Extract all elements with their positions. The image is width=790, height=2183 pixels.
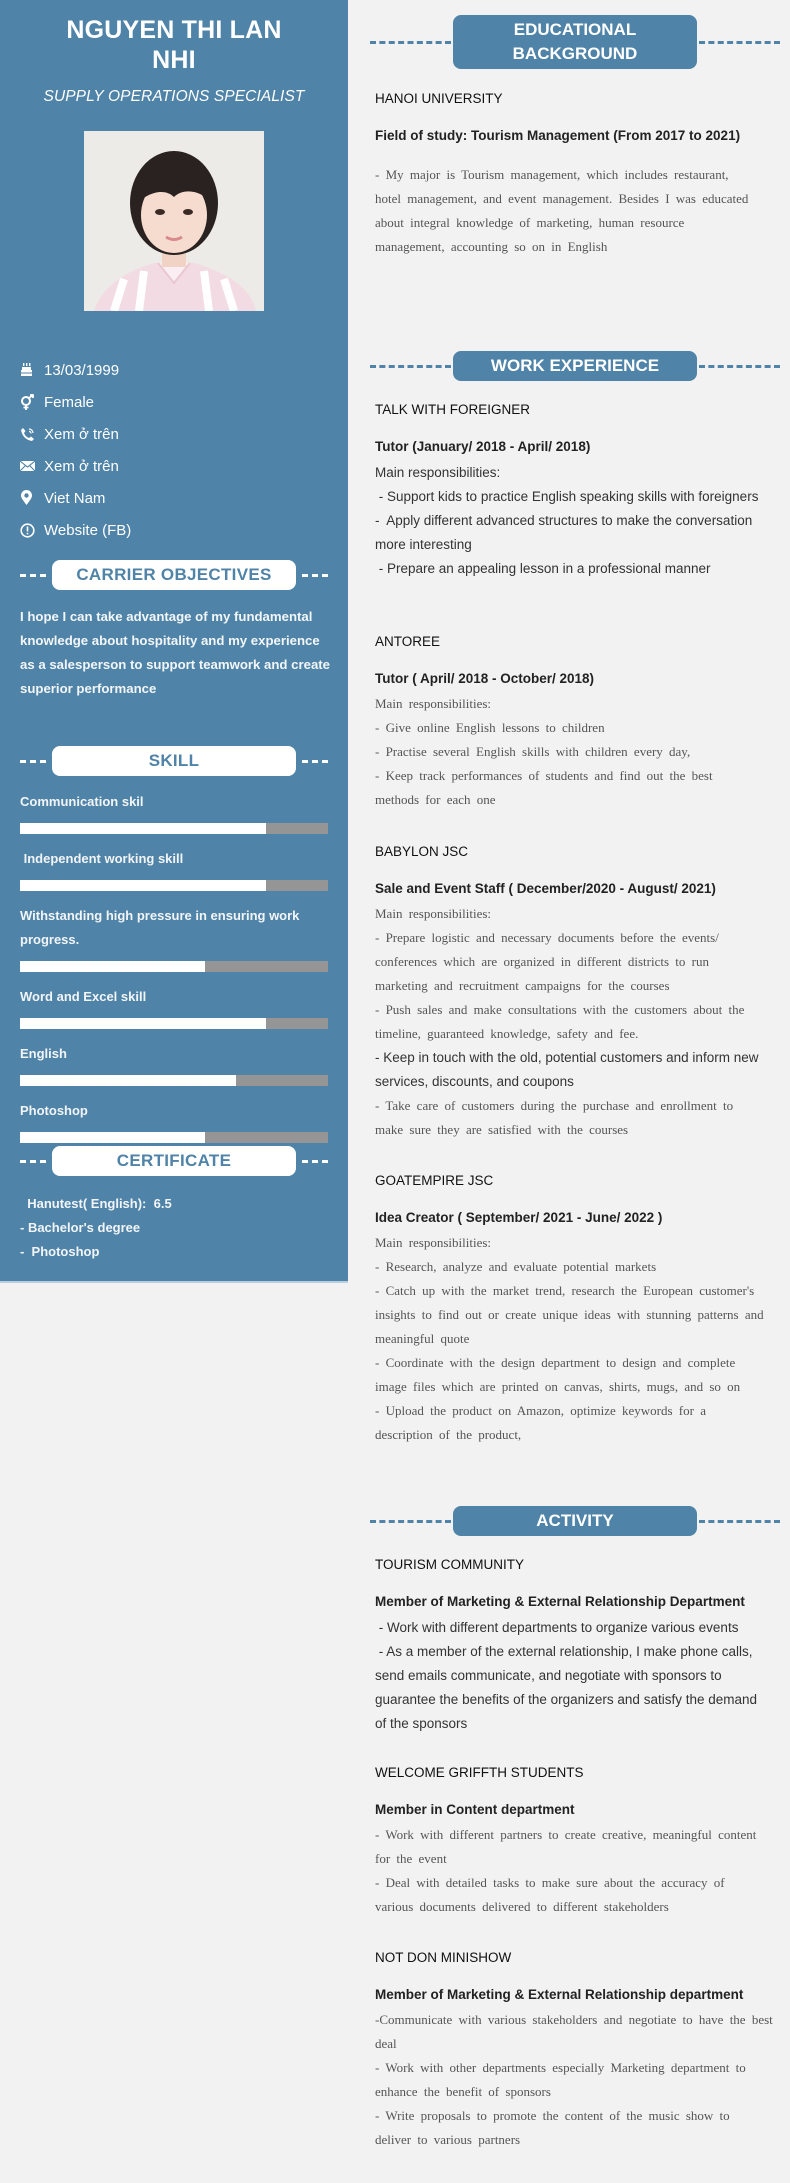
responsibility-line: - Keep track performances of students and find out the best methods for each one [375, 768, 713, 807]
location-pin-icon [20, 490, 44, 506]
activity-heading [370, 1506, 780, 1536]
divider [370, 1520, 451, 1523]
section-title: WORK EXPERIENCE [453, 351, 697, 381]
birthdate-text: 13/03/1999 [44, 361, 120, 379]
responsibility-line: Main responsibilities: [375, 906, 492, 921]
school-name: HANOI UNIVERSITY [375, 91, 503, 106]
contact-list [20, 354, 131, 546]
organization-name: NOT DON MINISHOW [375, 1950, 512, 1965]
divider [302, 574, 328, 577]
skill-bar [20, 823, 328, 834]
skill-fill [20, 1132, 205, 1143]
birthday-cake-icon [20, 363, 44, 377]
work-entry [375, 632, 775, 812]
activity-line: - As a member of the external relationship, I make phone calls, send emails communicate, and negotiate with sponsors to guarantee the benefits of the organizers and satisfy the demand of the sponsors [375, 1644, 761, 1731]
certificate-item: Hanutest( English): 6.5 [20, 1196, 172, 1211]
contact-birthday [20, 354, 131, 386]
candidate-name: NGUYEN THI LAN NHI [66, 16, 282, 74]
section-title: CARRIER OBJECTIVES [52, 560, 296, 590]
skill-bar [20, 880, 328, 891]
profile-photo [84, 131, 264, 311]
activity-role: Member of Marketing & External Relationship Department [375, 1594, 745, 1609]
activity-line: - Write proposals to promote the content of the music show to deliver to various partners [375, 2108, 730, 2147]
phone-text: Xem ở trên [44, 425, 119, 443]
skill-label: English [20, 1046, 67, 1061]
responsibility-line: - Upload the product on Amazon, optimize keywords for a description of the product, [375, 1403, 706, 1442]
section-title: ACTIVITY [453, 1506, 697, 1536]
skill-heading [20, 746, 328, 776]
responsibility-line: Main responsibilities: [375, 1235, 492, 1250]
responsibility-line: Main responsibilities: [375, 465, 501, 480]
activity-line: - Work with different departments to organize various events [375, 1620, 739, 1635]
job-role: Tutor (January/ 2018 - April/ 2018) [375, 439, 591, 454]
certificate-item: - Photoshop [20, 1244, 100, 1259]
activity-role: Member in Content department [375, 1802, 575, 1817]
company-name: ANTOREE [375, 634, 441, 649]
skill-item [20, 790, 328, 834]
location-text: Viet Nam [44, 489, 106, 507]
job-role: Sale and Event Staff ( December/2020 - August/ 2021) [375, 881, 716, 896]
contact-phone[interactable] [20, 418, 131, 450]
education-entry [375, 89, 775, 259]
responsibility-line: Main responsibilities: [375, 696, 492, 711]
section-title: SKILL [52, 746, 296, 776]
gender-text: Female [44, 393, 95, 411]
objective-text: I hope I can take advantage of my fundamental knowledge about hospitality and my experience as a salesperson to support teamwork and create superior performance [20, 609, 331, 696]
responsibility-line: - Take care of customers during the purchase and enrollment to make sure they are satisfied with the courses [375, 1098, 734, 1137]
contact-website[interactable] [20, 514, 131, 546]
activity-line: - Work with different partners to create creative, meaningful content for the event [375, 1827, 757, 1866]
job-title: SUPPLY OPERATIONS SPECIALIST [43, 88, 305, 105]
responsibility-line: - Apply different advanced structures to make the conversation more interesting [375, 513, 756, 552]
divider [370, 41, 451, 44]
job-role: Tutor ( April/ 2018 - October/ 2018) [375, 671, 595, 686]
responsibility-line: - Push sales and make consultations with the customers about the timeline, guaranteed knowledge, safety and fee. [375, 1002, 745, 1041]
skill-fill [20, 1075, 236, 1086]
work-entry [375, 1171, 775, 1447]
responsibility-line: - Practise several English skills with children every day, [375, 744, 691, 759]
divider [20, 760, 46, 763]
activity-line: - Work with other departments especially Marketing department to enhance the benefit of sponsors [375, 2060, 746, 2099]
divider [699, 41, 780, 44]
skill-list [20, 790, 328, 1156]
job-role: Idea Creator ( September/ 2021 - June/ 2022 ) [375, 1210, 663, 1225]
skill-label: Photoshop [20, 1103, 88, 1118]
gender-icon [20, 394, 44, 411]
contact-location [20, 482, 131, 514]
skill-item [20, 847, 328, 891]
portrait-image [84, 131, 264, 311]
section-title: CERTIFICATE [52, 1146, 296, 1176]
website-text: Website (FB) [44, 521, 132, 539]
divider [20, 574, 46, 577]
skill-label: Withstanding high pressure in ensuring work progress. [20, 908, 300, 947]
skill-fill [20, 961, 205, 972]
skill-item [20, 904, 328, 972]
skill-item [20, 985, 328, 1029]
skill-label: Word and Excel skill [20, 989, 147, 1004]
section-title-line: EDUCATIONAL [513, 20, 637, 39]
responsibility-line: - Catch up with the market trend, research the European customer's insights to find out or create unique ideas with stunning patterns and meaningful quote [375, 1283, 764, 1346]
responsibility-line: - Coordinate with the design department to design and complete image files which are printed on canvas, shirts, mugs, and so on [375, 1355, 741, 1394]
skill-fill [20, 823, 266, 834]
activity-line: - Deal with detailed tasks to make sure about the accuracy of various documents delivered to different stakeholders [375, 1875, 725, 1914]
contact-gender [20, 386, 131, 418]
mail-icon [20, 460, 44, 472]
certificate-item: - Bachelor's degree [20, 1220, 141, 1235]
skill-label: Communication skil [20, 794, 144, 809]
skill-fill [20, 1018, 266, 1029]
divider [699, 365, 780, 368]
divider [302, 760, 328, 763]
activity-entry [375, 1763, 775, 1919]
sidebar [0, 0, 348, 1283]
skill-item [20, 1042, 328, 1086]
company-name: TALK WITH FOREIGNER [375, 402, 531, 417]
activity-entry [375, 1555, 775, 1736]
certificate-heading [20, 1146, 328, 1176]
phone-icon [20, 427, 44, 442]
work-entry [375, 842, 775, 1142]
skill-fill [20, 880, 266, 891]
responsibility-line: - Give online English lessons to children [375, 720, 605, 735]
skill-bar [20, 1132, 328, 1143]
activity-role: Member of Marketing & External Relationship department [375, 1987, 744, 2002]
work-heading [370, 351, 780, 381]
skill-bar [20, 1075, 328, 1086]
objectives-heading [20, 560, 328, 590]
responsibility-line: - Prepare logistic and necessary documents before the events/ conferences which are organized in different districts to run marketing and recruitment campaigns for the courses [375, 930, 719, 993]
responsibility-line: - Keep in touch with the old, potential customers and inform new services, discounts, and coupons [375, 1050, 759, 1089]
education-heading [370, 15, 780, 69]
responsibility-line: - Research, analyze and evaluate potential markets [375, 1259, 657, 1274]
divider [699, 1520, 780, 1523]
organization-name: TOURISM COMMUNITY [375, 1557, 524, 1572]
education-description: - My major is Tourism management, which includes restaurant, hotel management, and event management. Besides I was educated about integral knowledge of marketing, human resource management, accounting so on in English [375, 167, 749, 254]
contact-email[interactable] [20, 450, 131, 482]
responsibility-line: - Support kids to practice English speaking skills with foreigners [375, 489, 759, 504]
skill-bar [20, 961, 328, 972]
certificate-list [20, 1192, 172, 1264]
email-text: Xem ở trên [44, 457, 119, 475]
skill-label: Independent working skill [20, 851, 184, 866]
skill-bar [20, 1018, 328, 1029]
skill-item [20, 1099, 328, 1143]
organization-name: WELCOME GRIFFTH STUDENTS [375, 1765, 584, 1780]
section-title [453, 15, 697, 69]
responsibility-line: - Prepare an appealing lesson in a professional manner [375, 561, 711, 576]
divider [370, 365, 451, 368]
work-entry [375, 400, 775, 581]
company-name: BABYLON JSC [375, 844, 469, 859]
divider [20, 1160, 46, 1163]
section-title-line: BACKGROUND [512, 44, 638, 63]
activity-line: -Communicate with various stakeholders and negotiate to have the best deal [375, 2012, 773, 2051]
activity-entry [375, 1948, 775, 2152]
divider [302, 1160, 328, 1163]
info-icon [20, 523, 44, 538]
company-name: GOATEMPIRE JSC [375, 1173, 494, 1188]
field-of-study: Field of study: Tourism Management (From 2017 to 2021) [375, 128, 741, 143]
